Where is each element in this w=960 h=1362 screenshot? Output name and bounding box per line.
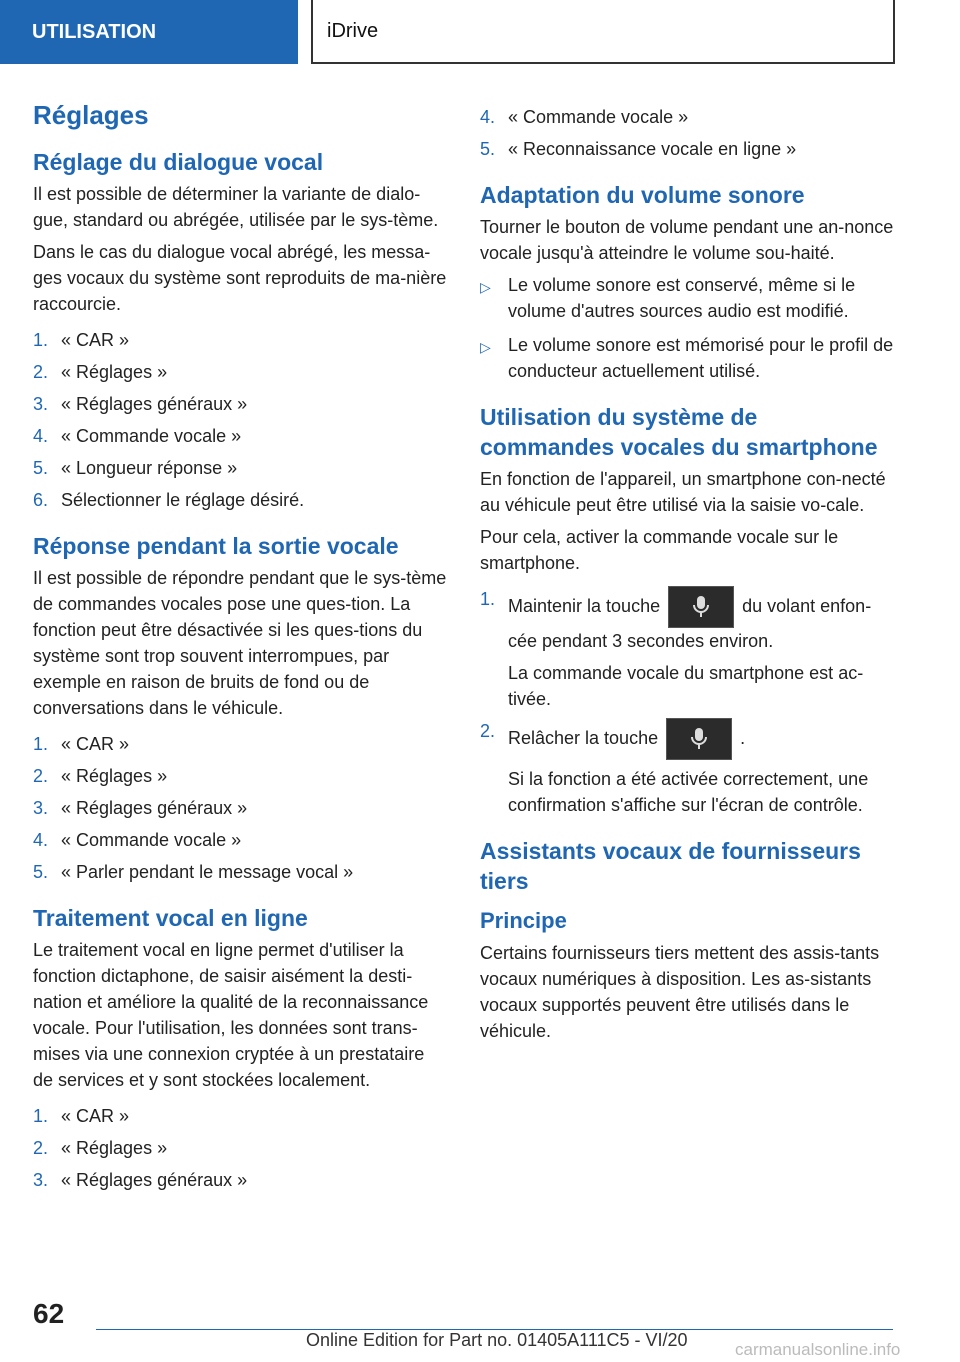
step-number: 2. <box>480 721 496 741</box>
list-item <box>33 327 449 353</box>
section-tab <box>0 0 298 64</box>
step-body <box>508 586 896 712</box>
step-text: « Réglages » <box>61 1138 168 1158</box>
step-text: « Réglages » <box>61 362 168 382</box>
list-item <box>33 731 449 757</box>
step-text: « Commande vocale » <box>61 426 242 446</box>
step-text: « Parler pendant le message vocal » <box>61 862 354 882</box>
page-number: 62 <box>33 1298 65 1329</box>
step-list <box>33 731 449 885</box>
step-number: 4. <box>33 426 49 446</box>
step-text: « Réglages généraux » <box>61 1170 248 1190</box>
bullet-text: Le volume sonore est conservé, même si le volume d'autres sources audio est modifié. <box>508 275 856 321</box>
step-number: 2. <box>33 766 49 786</box>
chapter-tab <box>311 0 895 64</box>
step-number: 4. <box>480 107 496 127</box>
list-item <box>33 487 449 513</box>
right-column <box>480 100 896 1050</box>
list-item <box>480 272 896 324</box>
bullet-list <box>480 272 896 384</box>
chapter-title: iDrive <box>327 19 379 42</box>
step-note: La commande vocale du smartphone est ac-tivée. <box>508 663 864 709</box>
step-number: 4. <box>33 830 49 850</box>
step-note: Si la fonction a été activée correctement, une confirmation s'affiche sur l'écran de contrôle. <box>508 769 869 815</box>
heading-online-voice: Traitement vocal en ligne <box>33 905 308 931</box>
step-text: « Longueur réponse » <box>61 458 238 478</box>
step-number: 3. <box>33 798 49 818</box>
voice-button-image <box>666 718 732 760</box>
voice-button-image <box>668 586 734 628</box>
left-column <box>33 100 449 1199</box>
step-number: 3. <box>33 394 49 414</box>
list-item <box>480 136 896 162</box>
heading-third-party: Assistants vocaux de fournisseurs tiers <box>480 838 861 894</box>
list-item <box>480 104 896 130</box>
step-number: 3. <box>33 1170 49 1190</box>
section-title: UTILISATION <box>32 20 157 43</box>
list-item <box>33 859 449 885</box>
page-title: Réglages <box>33 100 149 130</box>
step-text: « Commande vocale » <box>508 107 689 127</box>
step-text: du volant enfon-cée pendant 3 secondes environ. <box>508 595 872 651</box>
list-item <box>33 795 449 821</box>
step-list <box>33 327 449 513</box>
paragraph: Tourner le bouton de volume pendant une an-nonce vocale jusqu'à atteindre le volume sou-haité. <box>480 217 894 263</box>
list-item <box>33 391 449 417</box>
list-item <box>480 586 896 712</box>
step-text: . <box>740 727 746 748</box>
step-text: « CAR » <box>61 734 130 754</box>
step-number: 5. <box>33 862 49 882</box>
list-item <box>33 1103 449 1129</box>
list-item <box>33 763 449 789</box>
bullet-text: Le volume sonore est mémorisé pour le profil de conducteur actuellement utilisé. <box>508 335 894 381</box>
step-text: « CAR » <box>61 1106 130 1126</box>
step-number: 2. <box>33 1138 49 1158</box>
step-text: « Réglages » <box>61 766 168 786</box>
list-item <box>33 359 449 385</box>
step-text: Maintenir la touche <box>508 595 661 616</box>
paragraph: Dans le cas du dialogue vocal abrégé, les messa-ges vocaux du système sont reproduits de ma-nière raccourcie. <box>33 242 447 314</box>
step-number: 6. <box>33 490 49 510</box>
step-list <box>33 1103 449 1193</box>
subheading-principle: Principe <box>480 908 567 933</box>
triangle-bullet-icon: ▷ <box>480 339 491 355</box>
step-text: Sélectionner le réglage désiré. <box>61 490 305 510</box>
heading-volume: Adaptation du volume sonore <box>480 182 805 208</box>
step-number: 1. <box>33 330 49 350</box>
step-body <box>508 718 896 818</box>
step-text: « CAR » <box>61 330 130 350</box>
list-item <box>33 423 449 449</box>
step-number: 1. <box>33 1106 49 1126</box>
step-text: « Réglages généraux » <box>61 798 248 818</box>
list-item <box>33 827 449 853</box>
watermark: carmanualsonline.info <box>735 1340 901 1359</box>
paragraph: Le traitement vocal en ligne permet d'utiliser la fonction dictaphone, de saisir aisément la desti-nation et améliore la qualité de la reconnaissance vocale. Pour l'utilisation, les données sont trans-mises via une connexion cryptée à un prestataire de services et y sont stockées localement. <box>33 940 429 1090</box>
paragraph: En fonction de l'appareil, un smartphone con-necté au véhicule peut être utilisé via la saisie vo-cale. <box>480 469 886 515</box>
step-number: 1. <box>480 589 496 609</box>
edition-footer: Online Edition for Part no. 01405A111C5 - VI/20 <box>306 1330 688 1350</box>
step-text: « Reconnaissance vocale en ligne » <box>508 139 797 159</box>
list-item <box>480 718 896 818</box>
step-number: 5. <box>480 139 496 159</box>
microphone-icon <box>689 727 709 751</box>
paragraph: Certains fournisseurs tiers mettent des assis-tants vocaux numériques à disposition. Les as-sistants vocaux supportés peuvent être utilisés dans le véhicule. <box>480 943 880 1041</box>
microphone-icon <box>691 595 711 619</box>
list-item <box>33 1135 449 1161</box>
heading-response-during-output: Réponse pendant la sortie vocale <box>33 533 399 559</box>
step-text: Relâcher la touche <box>508 727 659 748</box>
paragraph: Il est possible de déterminer la variante de dialo-gue, standard ou abrégée, utilisée par le sys-tème. <box>33 184 439 230</box>
step-text: « Réglages généraux » <box>61 394 248 414</box>
triangle-bullet-icon: ▷ <box>480 279 491 295</box>
paragraph: Pour cela, activer la commande vocale sur le smartphone. <box>480 527 839 573</box>
step-list <box>480 586 896 818</box>
step-number: 5. <box>33 458 49 478</box>
step-number: 1. <box>33 734 49 754</box>
step-text: « Commande vocale » <box>61 830 242 850</box>
step-list <box>480 104 896 162</box>
list-item <box>33 1167 449 1193</box>
list-item <box>480 332 896 384</box>
heading-voice-dialog: Réglage du dialogue vocal <box>33 149 324 175</box>
heading-smartphone-voice: Utilisation du système de commandes vocales du smartphone <box>480 404 878 460</box>
step-number: 2. <box>33 362 49 382</box>
paragraph: Il est possible de répondre pendant que le sys-tème de commandes vocales pose une ques-tion. La fonction peut être désactivée si les ques-tions du système sont trop souvent interrompues, par exemple en raison de bruits de fond ou de conversations dans le véhicule. <box>33 568 447 718</box>
list-item <box>33 455 449 481</box>
